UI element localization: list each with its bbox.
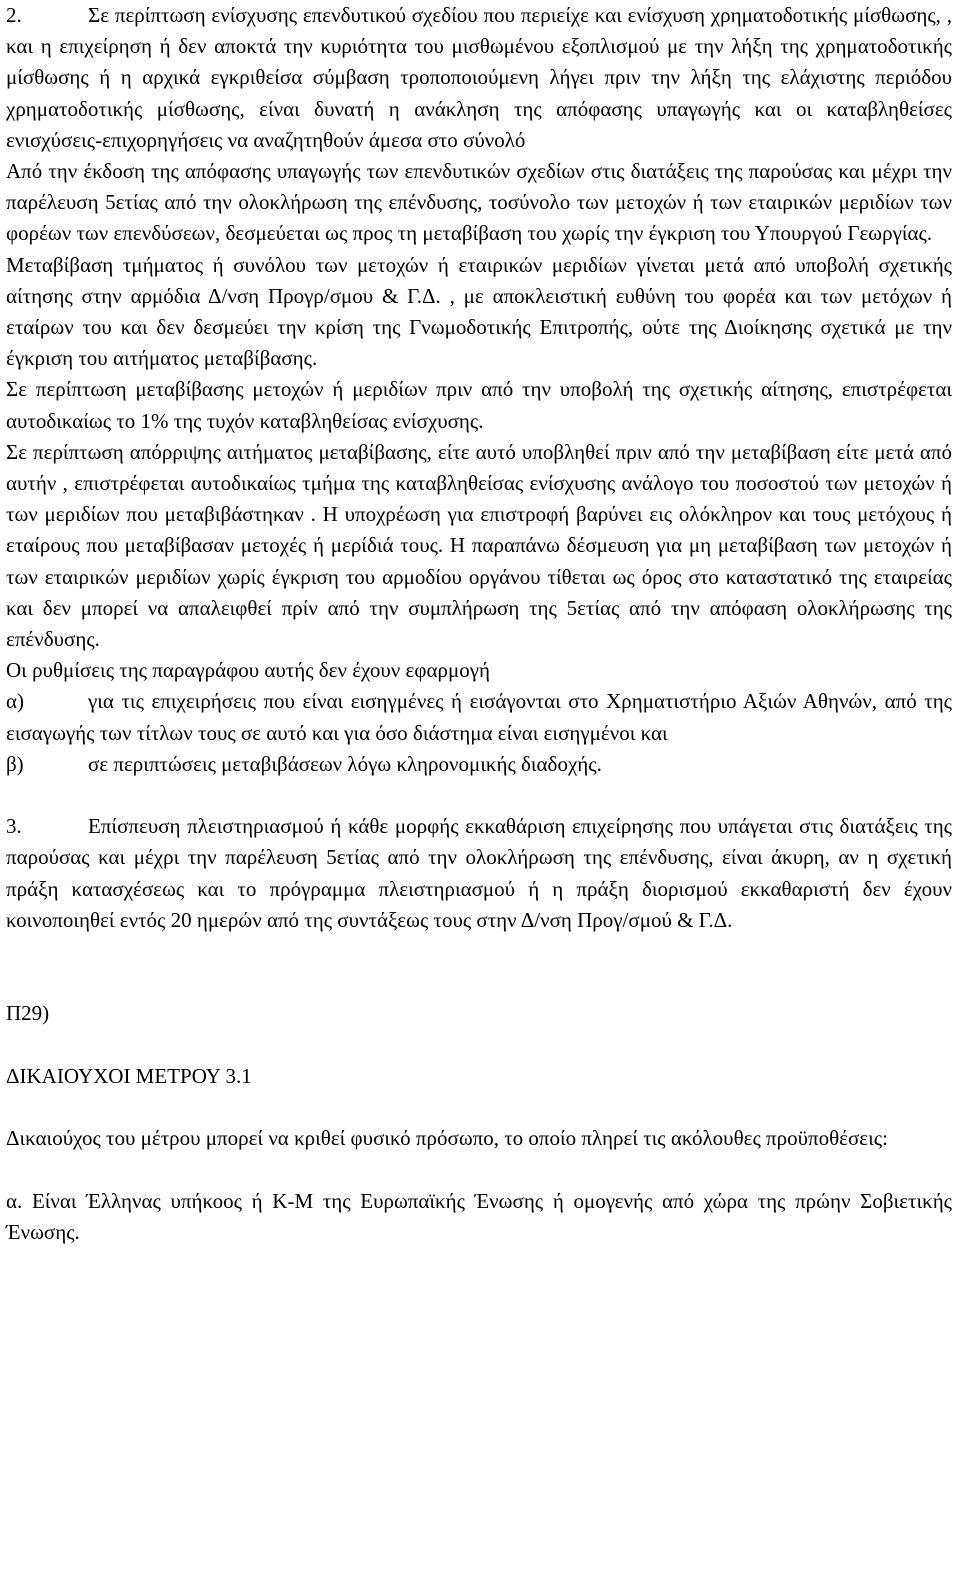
paragraph-transfer-ban: Από την έκδοση της απόφασης υπαγωγής των επενδυτικών σχεδίων στις διατάξεις της παρούσας και μέχρι την παρέλευση 5ετίας από την ολοκλήρωση της επένδυσης, τοσύνολο των μετοχών ή των εταιρικών μεριδίων των φορέων των επενδύσεων, δεσμεύεται ως προς τη μεταβίβαση του χωρίς την έγκριση του Υπουργού Γεωργίας. — [6, 159, 952, 246]
paragraph-beneficiary: Δικαιούχος του μέτρου μπορεί να κριθεί φυσικό πρόσωπο, το οποίο πληρεί τις ακόλουθες προϋποθέσεις: — [6, 1126, 888, 1151]
section-code: Π29) — [6, 1001, 50, 1026]
paragraph-number: 3. — [6, 814, 22, 839]
paragraph-not-apply: Οι ρυθμίσεις της παραγράφου αυτής δεν έχουν εφαρμογή — [6, 658, 490, 683]
blank-line — [6, 1030, 952, 1061]
blank-line — [6, 1092, 952, 1123]
list-item-text: για τις επιχειρήσεις που είναι εισηγμένες ή εισάγονται στο Χρηματιστήριο Αξιών Αθηνών, από της εισαγωγής των τίτλων τους σε αυτό και για όσο διάστημα είναι εισηγμένοι και — [6, 689, 952, 745]
list-item-label: α) — [6, 689, 24, 714]
list-item-b — [6, 749, 952, 780]
section-title: ΔΙΚΑΙΟΥΧΟΙ ΜΕΤΡΟΥ 3.1 — [6, 1063, 252, 1088]
paragraph-transfer-part: Μεταβίβαση τμήματος ή συνόλου των μετοχών ή εταιρικών μεριδίων γίνεται μετά από υποβολή σχετικής αίτησης στην αρμόδια Δ/νση Προγρ/σμου & Γ.Δ. , με αποκλειστική ευθύνη του φορέα και των μετόχων ή εταίρων του και δεν δεσμεύει την κρίση της Γνωμοδοτικής Επιτροπής, ούτε της Διοίκησης σχετικά με την έγκριση του αιτήματος μεταβίβασης. — [6, 252, 952, 371]
document-page — [6, 0, 952, 1248]
list-item-text: σε περιπτώσεις μεταβιβάσεων λόγω κληρονομικής διαδοχής. — [88, 751, 602, 776]
blank-line — [6, 936, 952, 998]
condition-a: α. Είναι Έλληνας υπήκοος ή Κ-Μ της Ευρωπαϊκής Ένωσης ή ομογενής από χώρα της πρώην Σοβιετικής Ένωσης. — [6, 1188, 952, 1244]
paragraph-text: Επίσπευση πλειστηριασμού ή κάθε μορφής εκκαθάριση επιχείρησης που υπάγεται στις διατάξεις της παρούσας και μέχρι την παρέλευση 5ετίας από την ολοκλήρωση της επένδυσης, είναι άκυρη, αν η σχετική πράξη κατασχέσεως και το πρόγραμμα πλειστηριασμού ή η πράξη διορισμού εκκαθαριστή δεν έχουν κοινοποιηθεί εντός 20 ημερών από της συντάξεως τους στην Δ/νση Προγ/σμού & Γ.Δ. — [6, 814, 952, 932]
paragraph-transfer-reject: Σε περίπτωση απόρριψης αιτήματος μεταβίβασης, είτε αυτό υποβληθεί πριν από την μεταβίβαση είτε μετά από αυτήν , επιστρέφεται αυτοδικαίως τμήμα της καταβληθείσας ενίσχυσης ανάλογο του ποσοστού των μετοχών ή των μεριδίων που μεταβιβάστηκαν . Η υποχρέωση για επιστροφή βαρύνει εις ολόκληρον και τους μετόχους ή εταίρους που μεταβίβασαν μετοχές ή μερίδιά τους. Η παραπάνω δέσμευση για μη μεταβίβαση των μετοχών ή των εταιρικών μεριδίων χωρίς έγκριση του αρμοδίου οργάνου τίθεται ως όρος στο καταστατικό της εταιρείας και δεν μπορεί να απαλειφθεί πρίν από την συμπλήρωση της 5ετίας από την απόφαση ολοκλήρωσης της επένδυσης. — [6, 439, 952, 652]
paragraph-3 — [6, 811, 952, 936]
paragraph-text: Σε περίπτωση ενίσχυσης επενδυτικού σχεδίου που περιείχε και ενίσχυση χρηματοδοτικής μίσθωσης, , και η επιχείρηση ή δεν αποκτά την κυριότητα του μισθωμένου εξοπλισμού με την λήξη της χρηματοδοτικής μίσθωσης ή η αρχικά εγκριθείσα σύμβαση τροποποιούμενη λήγει πριν την λήξη της ελάχιστης περιόδου χρηματοδοτικής μίσθωσης, είναι δυνατή η ανάκληση της απόφασης υπαγωγής και οι καταβληθείσες ενισχύσεις-επιχορηγήσεις να αναζητηθούν άμεσα στο σύνολό — [6, 3, 952, 152]
list-item-a — [6, 686, 952, 748]
blank-line — [6, 1154, 952, 1185]
paragraph-transfer-before: Σε περίπτωση μεταβίβασης μετοχών ή μεριδίων πριν από την υποβολή της σχετικής αίτησης, επιστρέφεται αυτοδικαίως το 1% της τυχόν καταβληθείσας ενίσχυσης. — [6, 377, 952, 433]
paragraph-number: 2. — [6, 3, 22, 27]
blank-line — [6, 780, 952, 811]
list-item-label: β) — [6, 751, 24, 776]
paragraph-2 — [6, 0, 952, 156]
